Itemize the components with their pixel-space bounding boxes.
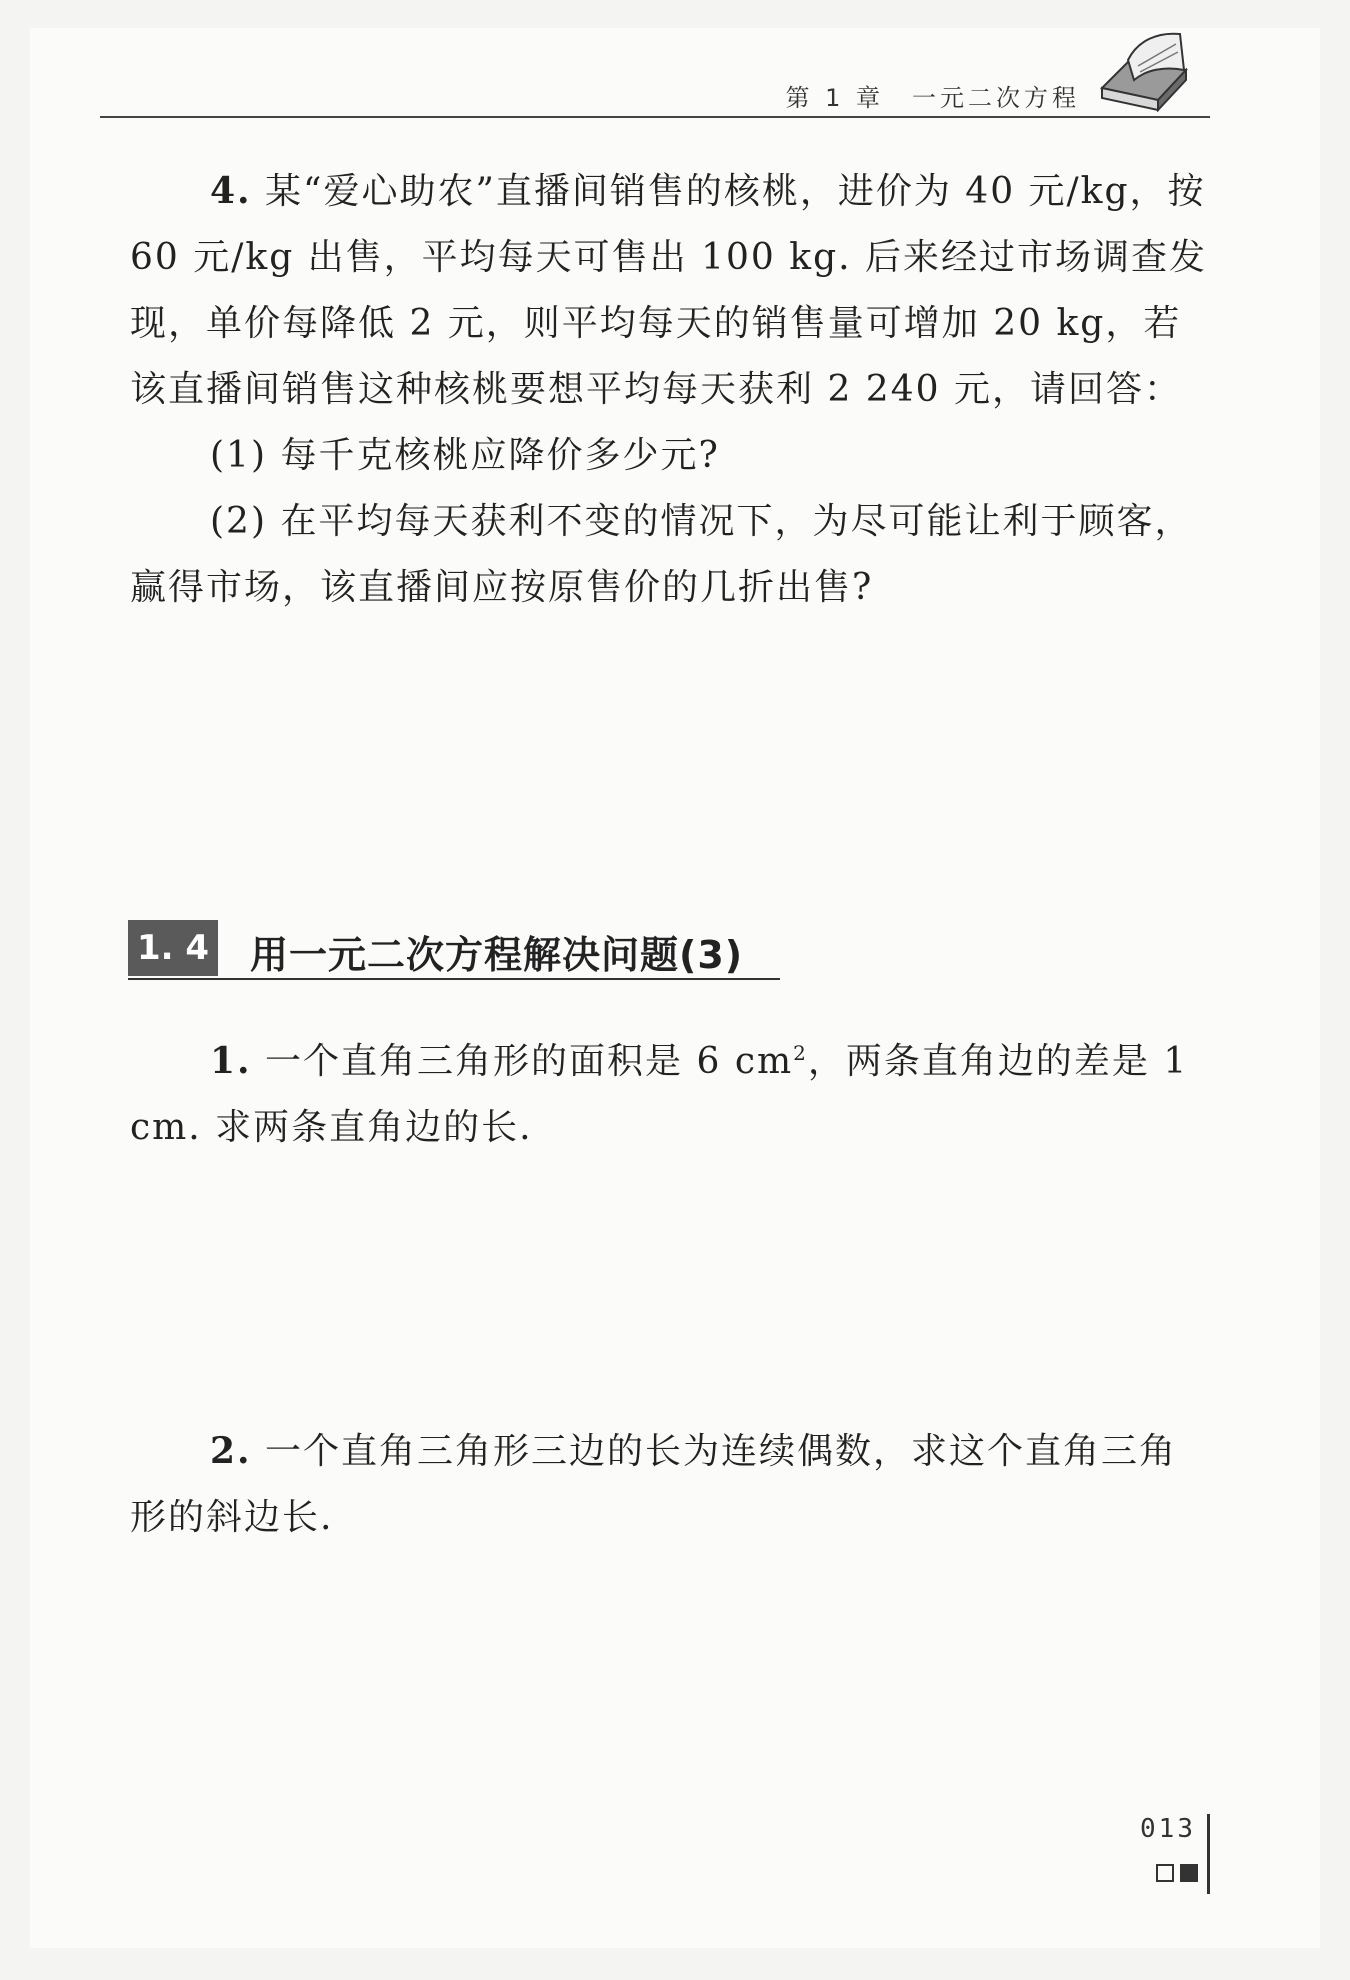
page-number: 013 xyxy=(1140,1814,1196,1844)
problem-2-stem xyxy=(130,1418,1210,1551)
problem-4-number: 4. xyxy=(210,170,252,212)
problem-2-text: 一个直角三角形三边的长为连续偶数，求这个直角三角形的斜边长. xyxy=(130,1431,1178,1538)
problem-1-text-b: ，两条直角边的差是 1 cm. 求两条直角边的长. xyxy=(130,1041,1189,1148)
header-rule xyxy=(100,116,1210,118)
problem-4-text: 某“爱心助农”直播间销售的核桃，进价为 40 元/kg，按 60 元/kg 出售，平均每天可售出 100 kg. 后来经过市场调查发现，单价每降低 2 元，则平均每天的销售量可增加 20 kg，若该直播间销售这种核桃要想平均每天获利 2 240 元，请回答： xyxy=(130,171,1208,410)
problem-2 xyxy=(130,1418,1210,1551)
problem-1-superscript: 2 xyxy=(793,1041,808,1065)
chapter-title: 第 1 章 一元二次方程 xyxy=(785,84,1080,112)
section-rule xyxy=(128,978,780,980)
problem-4 xyxy=(130,158,1210,621)
section-heading xyxy=(128,920,780,976)
problem-4-part-2: (2) 在平均每天获利不变的情况下，为尽可能让利于顾客，赢得市场，该直播间应按原售价的几折出售? xyxy=(130,501,1193,608)
problem-1 xyxy=(130,1020,1210,1161)
problem-1-stem xyxy=(130,1020,1210,1161)
problem-4-part-1: (1) 每千克核桃应降价多少元? xyxy=(210,435,720,476)
problem-4-stem xyxy=(130,158,1210,423)
problem-2-number: 2. xyxy=(210,1430,252,1472)
page-footer xyxy=(1140,1814,1210,1894)
square-outline-icon xyxy=(1156,1864,1174,1882)
section-number-badge: 1. 4 xyxy=(128,920,218,976)
book-icon xyxy=(1098,30,1190,112)
footer-bar xyxy=(1207,1814,1210,1894)
problem-1-text-a: 一个直角三角形的面积是 6 cm xyxy=(265,1041,794,1082)
problem-1-number: 1. xyxy=(210,1040,252,1082)
square-filled-icon xyxy=(1180,1864,1198,1882)
section-title: 用一元二次方程解决问题(3) xyxy=(250,933,744,977)
page-header xyxy=(100,78,1210,118)
